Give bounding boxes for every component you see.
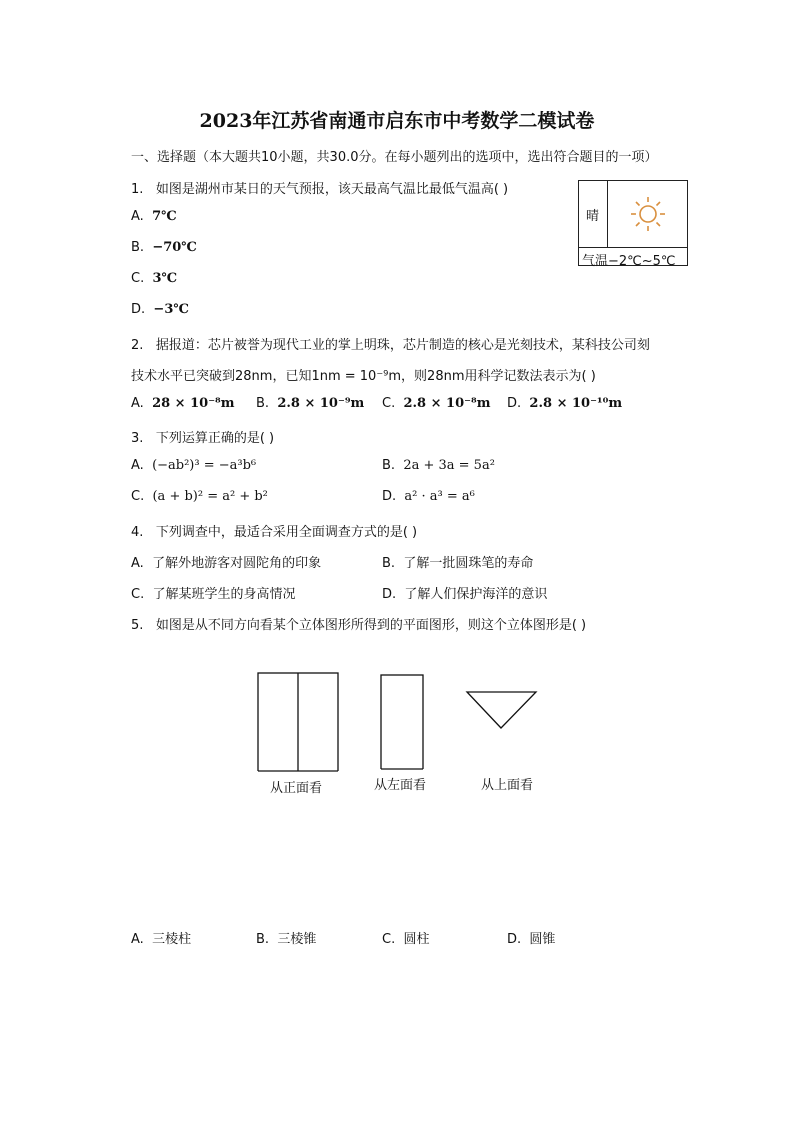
option-letter: B.	[131, 240, 145, 255]
divider	[579, 247, 687, 248]
question-number: 4.	[131, 525, 144, 540]
option-text: (a + b)² = a² + b²	[152, 489, 268, 504]
option-b	[256, 928, 316, 947]
option-letter: A.	[131, 209, 144, 224]
question-3	[131, 427, 274, 446]
question-number: 5.	[131, 618, 144, 633]
front-view-label: 从正面看	[270, 781, 323, 796]
option-text: 3℃	[152, 271, 178, 286]
option-d	[131, 302, 189, 317]
option-text: 圆柱	[403, 932, 430, 947]
option-text: 圆锥	[529, 932, 556, 947]
three-views-figure-lower	[255, 732, 545, 772]
option-text: 2a + 3a = 5a²	[403, 458, 495, 473]
sun-icon	[629, 195, 667, 233]
option-text: 了解外地游客对圆陀角的印象	[152, 556, 322, 571]
question-4	[131, 521, 417, 540]
question-2	[131, 334, 650, 353]
option-text: 了解一批圆珠笔的寿命	[403, 556, 534, 571]
option-a	[131, 552, 321, 571]
option-text: −70℃	[152, 240, 197, 255]
option-c	[382, 928, 430, 947]
option-c	[131, 489, 268, 504]
question-number: 1.	[131, 182, 144, 197]
option-letter: B.	[382, 458, 396, 473]
option-letter: C.	[131, 489, 145, 504]
option-letter: D.	[507, 932, 522, 947]
weather-forecast-figure	[578, 180, 688, 269]
option-d	[507, 928, 555, 947]
left-view-shape	[381, 675, 423, 732]
question-text: 如图是湖州市某日的天气预报，该天最高气温比最低气温高( )	[155, 182, 509, 197]
option-a	[131, 928, 191, 947]
option-c	[131, 583, 296, 602]
option-letter: D.	[382, 587, 397, 602]
option-letter: C.	[382, 932, 396, 947]
question-number: 3.	[131, 431, 144, 446]
option-letter: B.	[256, 396, 270, 411]
option-letter: C.	[131, 587, 145, 602]
option-text: (−ab²)³ = −a³b⁶	[152, 458, 257, 473]
paper-title: 2023年江苏省南通市启东市中考数学二模试卷	[199, 110, 595, 132]
option-letter: D.	[131, 302, 146, 317]
option-text: −3℃	[153, 302, 189, 317]
question-5	[131, 614, 586, 633]
question-text: 下列调查中，最适合采用全面调查方式的是( )	[155, 525, 418, 540]
option-text: 2.8 × 10⁻⁸m	[403, 396, 491, 411]
option-letter: A.	[131, 556, 144, 571]
question-text: 下列运算正确的是( )	[155, 431, 275, 446]
left-view-label: 从左面看	[374, 778, 427, 793]
option-letter: B.	[256, 932, 270, 947]
option-d	[507, 396, 622, 411]
top-view-label: 从上面看	[481, 778, 534, 793]
option-b	[131, 240, 197, 255]
option-b	[256, 396, 364, 411]
option-c	[382, 396, 490, 411]
question-text: 据报道：芯片被誉为现代工业的掌上明珠，芯片制造的核心是光刻技术，某科技公司刻	[155, 338, 650, 353]
option-text: 了解人们保护海洋的意识	[404, 587, 548, 602]
option-text: a² · a³ = a⁶	[404, 489, 475, 504]
option-text: 7℃	[152, 209, 177, 224]
option-a	[131, 396, 235, 411]
option-d	[382, 489, 475, 504]
option-letter: B.	[382, 556, 396, 571]
question-1	[131, 178, 508, 197]
question-number: 2.	[131, 338, 144, 353]
option-text: 28 × 10⁻⁸m	[152, 396, 235, 411]
option-a	[131, 209, 177, 224]
top-view-triangle	[467, 692, 536, 728]
section-header: 一、选择题（本大题共10小题，共30.0分。在每小题列出的选项中，选出符合题目的一项）	[131, 150, 658, 165]
option-text: 三棱柱	[152, 932, 192, 947]
option-letter: D.	[507, 396, 522, 411]
option-c	[131, 271, 177, 286]
option-letter: A.	[131, 458, 144, 473]
option-b	[382, 552, 533, 571]
three-views-figure	[255, 670, 545, 732]
option-letter: A.	[131, 932, 144, 947]
weather-label: 晴	[586, 209, 600, 224]
option-a	[131, 458, 256, 473]
divider	[607, 181, 608, 247]
option-text: 2.8 × 10⁻⁹m	[277, 396, 365, 411]
option-text: 三棱锥	[277, 932, 317, 947]
temperature-range: 气温−2℃~5℃	[582, 254, 676, 269]
question-text: 如图是从不同方向看某个立体图形所得到的平面图形，则这个立体图形是( )	[155, 618, 587, 633]
option-letter: D.	[382, 489, 397, 504]
option-letter: C.	[131, 271, 145, 286]
option-text: 了解某班学生的身高情况	[152, 587, 296, 602]
option-b	[382, 458, 495, 473]
option-letter: C.	[382, 396, 396, 411]
option-text: 2.8 × 10⁻¹⁰m	[529, 396, 623, 411]
option-letter: A.	[131, 396, 144, 411]
question-2-line-2: 技术水平已突破到28nm，已知1nm = 10⁻⁹m，则28nm用科学记数法表示为( )	[131, 369, 596, 384]
option-d	[382, 583, 547, 602]
